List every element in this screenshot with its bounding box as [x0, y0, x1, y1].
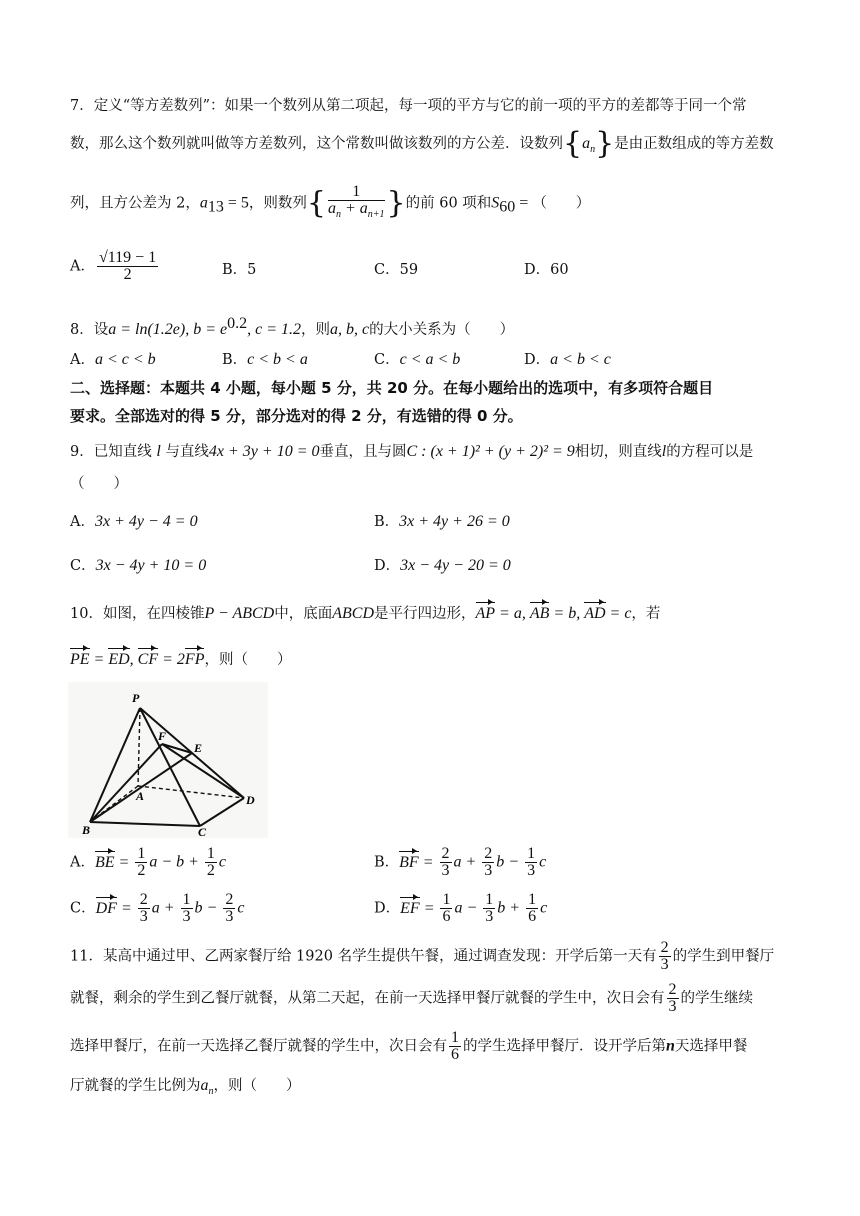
- figure-label-d: D: [246, 793, 255, 807]
- q7-option-d[interactable]: D．60: [524, 262, 569, 278]
- q8-option-b[interactable]: B．c < b < a: [222, 351, 308, 368]
- figure-label-b: B: [82, 823, 91, 837]
- figure-label-f: F: [158, 729, 167, 743]
- q10-stem: 10．如图，在四棱锥P − ABCD中，底面ABCD是平行四边形，AP = a, AB = b, AD = c，若: [70, 605, 661, 622]
- q9-paren: （ ）: [70, 476, 128, 492]
- q7-line3: 列，且方公差为 2，$a_{13} = 5$，则数列{ $\frac{1}{a_n + a_{n+1}}$ }的前 60 项和$S_{60}$ = （ ）: [70, 183, 591, 221]
- q11-line1: 11．某高中通过甲、乙两家餐厅给 1920 名学生提供午餐，通过调查发现：开学后第一天有 $\frac{2}{3}$ 的学生到甲餐厅: [70, 939, 775, 973]
- q10-option-d[interactable]: D．EF = $\frac{1}{6}$ a − $\frac{1}{3}$ b + $\frac{1}{6}$ c: [374, 891, 548, 925]
- figure-label-c: C: [198, 825, 207, 838]
- q7-line1: 7．定义“等方差数列”：如果一个数列从第二项起，每一项的平方与它的前一项的平方的差都等于同一个常: [70, 98, 747, 114]
- q7-option-c[interactable]: C．59: [374, 262, 419, 278]
- q8-stem: 8．设a = ln(1.2e), $b = e^{0.2}$, c = 1.2，则a, b, c的大小关系为（ ）: [70, 315, 515, 338]
- q9-stem: 9．已知直线 l 与直线4x + 3y + 10 = 0垂直，且与圆C : (x + 1)² + (y + 2)² = 9相切，则直线l的方程可以是: [70, 443, 754, 460]
- q9-option-c[interactable]: C．3x − 4y + 10 = 0: [70, 557, 207, 574]
- section2-heading-line1: 二、选择题：本题共 4 小题，每小题 5 分，共 20 分。在每小题给出的选项中，有多项符合题目: [70, 379, 714, 397]
- q9-option-a[interactable]: A．3x + 4y − 4 = 0: [70, 513, 198, 530]
- q7-option-b[interactable]: B．5: [222, 262, 257, 278]
- q10-stem-line2: PE = ED, CF = 2FP，则（ ）: [70, 651, 292, 668]
- q11-line4: 厅就餐的学生比例为$a_n$，则（ ）: [70, 1077, 301, 1098]
- q11-line2: 就餐，剩余的学生到乙餐厅就餐，从第二天起，在前一天选择甲餐厅就餐的学生中，次日会有 $\frac{2}{3}$ 的学生继续: [70, 981, 753, 1015]
- q9-option-b[interactable]: B．3x + 4y + 26 = 0: [374, 513, 510, 530]
- q8-option-d[interactable]: D．a < b < c: [524, 351, 611, 368]
- q8-option-c[interactable]: C．c < a < b: [374, 351, 461, 368]
- q7-option-a[interactable]: A． $\frac{√119 - 1}{2}$: [70, 249, 157, 283]
- figure-label-a: A: [136, 789, 145, 803]
- q10-option-b[interactable]: B．BF = $\frac{2}{3}$ a + $\frac{2}{3}$ b − $\frac{1}{3}$ c: [374, 845, 547, 879]
- q7-line2: 数，那么这个数列就叫做等方差数列，这个常数叫做该数列的方公差．设数列$\{a_n\}$是由正数组成的等方差数: [70, 126, 774, 161]
- q10-option-c[interactable]: C．DF = $\frac{2}{3}$ a + $\frac{1}{3}$ b − $\frac{2}{3}$ c: [70, 891, 245, 925]
- q9-option-d[interactable]: D．3x − 4y − 20 = 0: [374, 557, 511, 574]
- figure-label-e: E: [194, 741, 203, 755]
- pyramid-figure: [68, 682, 268, 838]
- q8-option-a[interactable]: A．a < c < b: [70, 351, 156, 368]
- q11-line3: 选择甲餐厅，在前一天选择乙餐厅就餐的学生中，次日会有 $\frac{1}{6}$ 的学生选择甲餐厅．设开学后第n天选择甲餐: [70, 1029, 748, 1063]
- section2-heading-line2: 要求。全部选对的得 5 分，部分选对的得 2 分，有选错的得 0 分。: [70, 407, 523, 425]
- figure-label-p: P: [132, 691, 140, 705]
- q10-option-a[interactable]: A．BE = $\frac{1}{2}$ a − b + $\frac{1}{2}$ c: [70, 845, 227, 879]
